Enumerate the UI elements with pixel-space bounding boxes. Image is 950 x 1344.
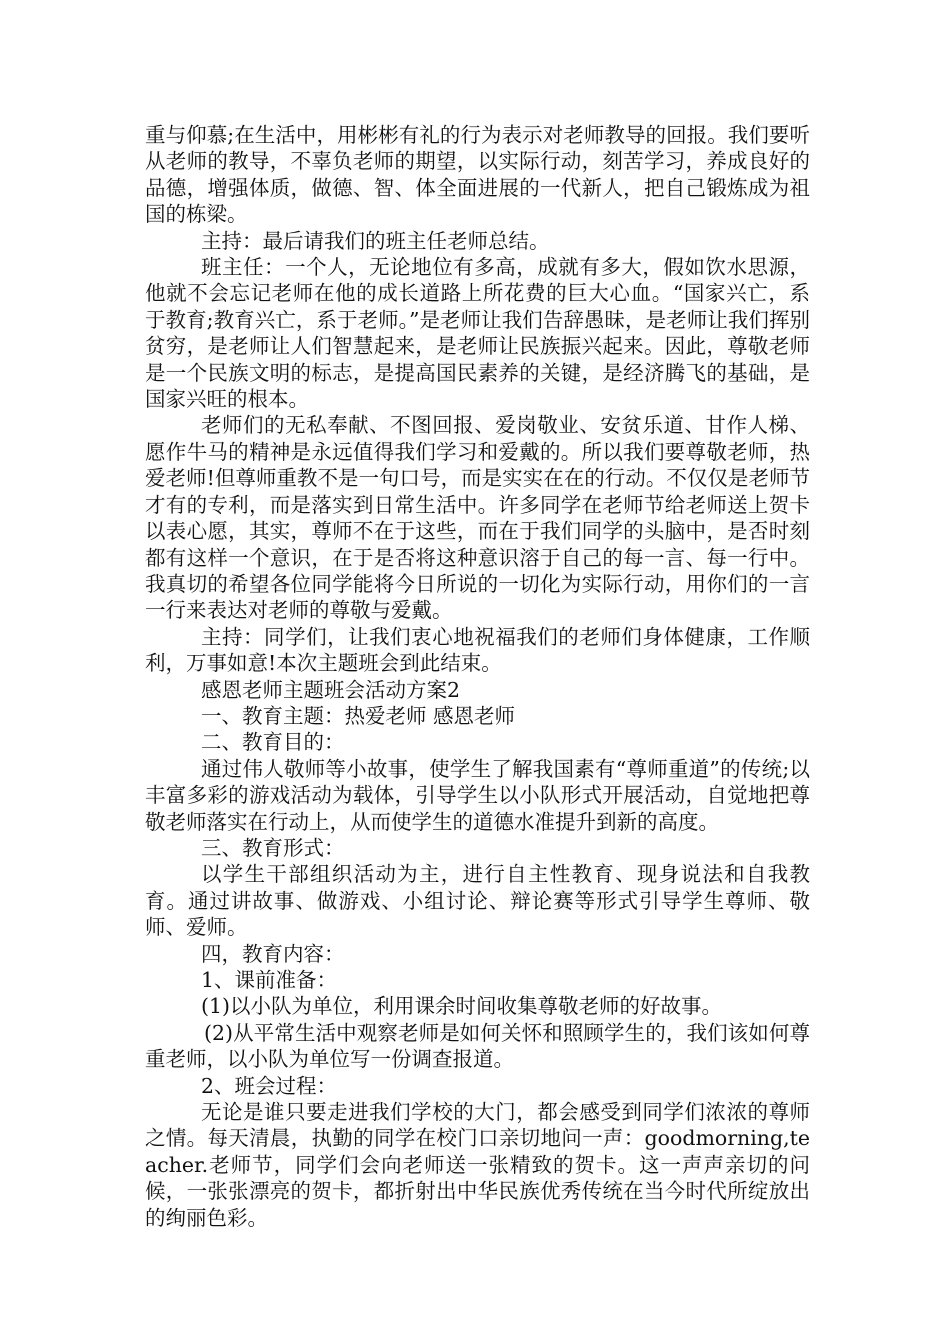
paragraph-teachers-dedication: 老师们的无私奉献、不图回报、爱岗敬业、安贫乐道、甘作人梯、愿作牛马的精神是永远值得我们学习和爱戴的。所以我们要尊敬老师，热爱老师!但尊师重教不是一句口号，而是实实在在的行动。不仅仅是老师节才有的专利，而是落实到日常生活中。许多同学在老师节给老师送上贺卡以表心愿，其实，尊师不在于这些，而在于我们同学的头脑中，是否时刻都有这样一个意识，在于是否将这种意识溶于自己的每一言、每一行中。我真切的希望各位同学能将今日所说的一切化为实际行动，用你们的一言一行来表达对老师的尊敬与爱戴。	[145, 413, 810, 623]
heading-class-process: 2、班会过程：	[201, 1073, 338, 1098]
paragraph-host-summary-intro: 主持：最后请我们的班主任老师总结。	[201, 228, 550, 253]
section-title-plan-2: 感恩老师主题班会活动方案2	[201, 677, 461, 702]
paragraph-host-closing: 主持：同学们，让我们衷心地祝福我们的老师们身体健康，工作顺利，万事如意!本次主题班会到此结束。	[145, 624, 810, 676]
heading-education-content: 四，教育内容：	[201, 941, 345, 966]
list-item-1: (1)以小队为单位，利用课余时间收集尊敬老师的好故事。	[201, 994, 723, 1019]
document-body	[145, 122, 810, 1231]
paragraph-head-teacher: 班主任：一个人，无论地位有多高，成就有多大，假如饮水思源，他就不会忘记老师在他的成长道路上所花费的巨大心血。“国家兴亡，系于教育;教育兴亡，系于老师。”是老师让我们告辞愚昧，是老师让我们挥别贫穷，是老师让人们智慧起来，是老师让民族振兴起来。因此，尊敬老师是一个民族文明的标志，是提高国民素养的关键，是经济腾飞的基础，是国家兴旺的根本。	[145, 255, 810, 412]
paragraph-education-purpose: 通过伟人敬师等小故事，使学生了解我国素有“尊师重道”的传统;以丰富多彩的游戏活动为载体，引导学生以小队形式开展活动，自觉地把尊敬老师落实在行动上，从而使学生的道德水准提升到新的高度。	[145, 756, 810, 834]
heading-education-form: 三、教育形式：	[201, 835, 345, 860]
paragraph-1: 重与仰慕;在生活中，用彬彬有礼的行为表示对老师教导的回报。我们要听从老师的教导，不辜负老师的期望，以实际行动，刻苦学习，养成良好的品德，增强体质，做德、智、体全面进展的一代新人，把自己锻炼成为祖国的栋梁。	[145, 123, 810, 227]
paragraph-education-form: 以学生干部组织活动为主，进行自主性教育、现身说法和自我教育。通过讲故事、做游戏、小组讨论、辩论赛等形式引导学生尊师、敬师、爱师。	[145, 862, 810, 940]
heading-education-theme: 一、教育主题：热爱老师 感恩老师	[201, 703, 516, 728]
paragraph-class-process: 无论是谁只要走进我们学校的大门，都会感受到同学们浓浓的尊师之情。每天清晨，执勤的同学在校门口亲切地问一声：goodmorning,teacher.老师节，同学们会向老师送一张精致的贺卡。这一声声亲切的问候，一张张漂亮的贺卡，都折射出中华民族优秀传统在当今时代所绽放出的绚丽色彩。	[145, 1100, 810, 1230]
list-item-2: (2)从平常生活中观察老师是如何关怀和照顾学生的，我们该如何尊重老师，以小队为单位写一份调查报道。	[145, 1020, 810, 1072]
heading-preparation: 1、课前准备：	[201, 968, 338, 992]
heading-education-purpose: 二、教育目的：	[201, 730, 345, 755]
